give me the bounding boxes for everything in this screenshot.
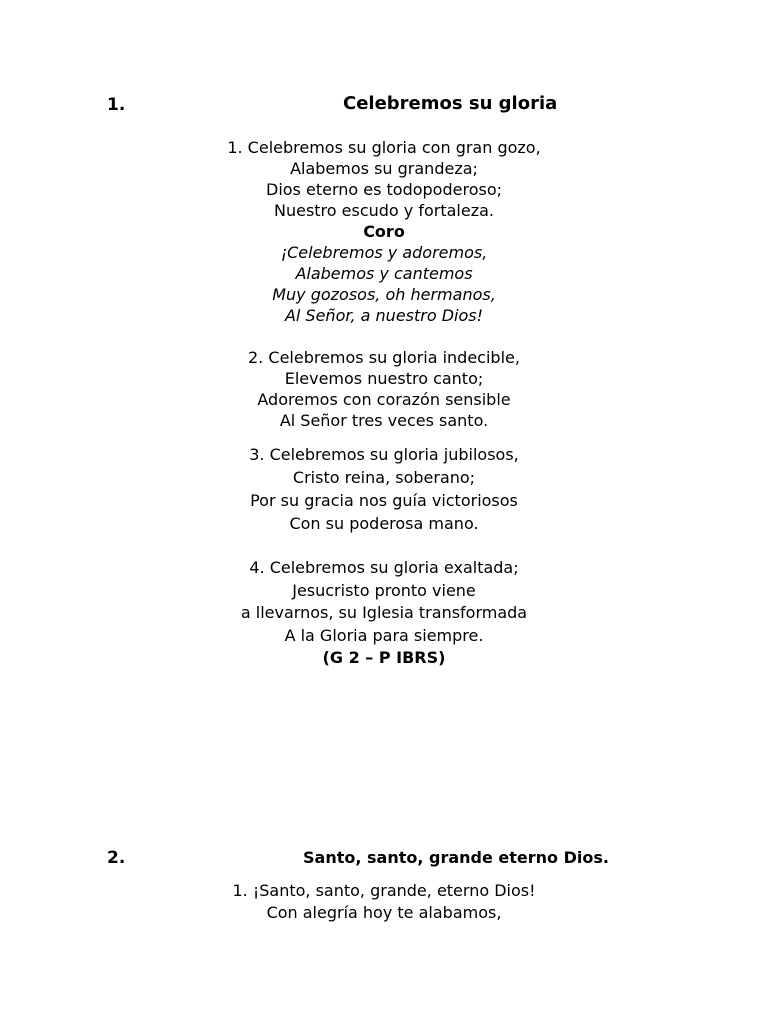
verse-line: a llevarnos, su Iglesia transformada — [240, 603, 528, 622]
verse-line: 4. Celebremos su gloria exaltada; — [249, 558, 519, 577]
verse-line: 1. ¡Santo, santo, grande, eterno Dios! — [232, 881, 536, 900]
hymn-1-stanza-2 — [0, 347, 768, 431]
verse-line: Con su poderosa mano. — [289, 514, 479, 533]
hymn-2-stanza-1 — [0, 880, 768, 924]
chorus-line: Alabemos y cantemos — [295, 264, 473, 283]
hymn-source: (G 2 – P IBRS) — [322, 648, 446, 667]
verse-line: 3. Celebremos su gloria jubilosos, — [249, 445, 519, 464]
verse-line: Dios eterno es todopoderoso; — [266, 180, 502, 199]
verse-line: 2. Celebremos su gloria indecible, — [248, 348, 520, 367]
verse-line: A la Gloria para siempre. — [284, 625, 484, 645]
verse-line: Con alegría hoy te alabamos, — [266, 903, 502, 922]
chorus-line: Al Señor, a nuestro Dios! — [284, 306, 484, 325]
hymn-1-stanza-4 — [0, 557, 768, 670]
verse-line: Jesucristo pronto viene — [292, 580, 476, 600]
hymn-1-stanza-1 — [0, 137, 768, 326]
verse-line: 1. Celebremos su gloria con gran gozo, — [227, 138, 541, 157]
verse-line: Por su gracia nos guía victoriosos — [250, 491, 518, 510]
verse-line: Al Señor tres veces santo. — [279, 411, 489, 430]
verse-line: Alabemos su grandeza; — [290, 159, 478, 178]
chorus-line: Muy gozosos, oh hermanos, — [272, 285, 496, 304]
hymn-number: 1. — [107, 95, 126, 115]
hymn-title: Celebremos su gloria — [343, 93, 558, 114]
hymn-1-stanza-3 — [0, 443, 768, 535]
chorus-line: ¡Celebremos y adoremos, — [280, 243, 488, 262]
verse-line: Cristo reina, soberano; — [292, 468, 476, 487]
verse-line: Elevemos nuestro canto; — [284, 369, 484, 388]
verse-line: Nuestro escudo y fortaleza. — [273, 201, 495, 220]
chorus-label: Coro — [363, 222, 405, 241]
hymn-number: 2. — [107, 848, 126, 868]
hymn-title: Santo, santo, grande eterno Dios. — [303, 848, 609, 867]
verse-line: Adoremos con corazón sensible — [257, 390, 511, 409]
